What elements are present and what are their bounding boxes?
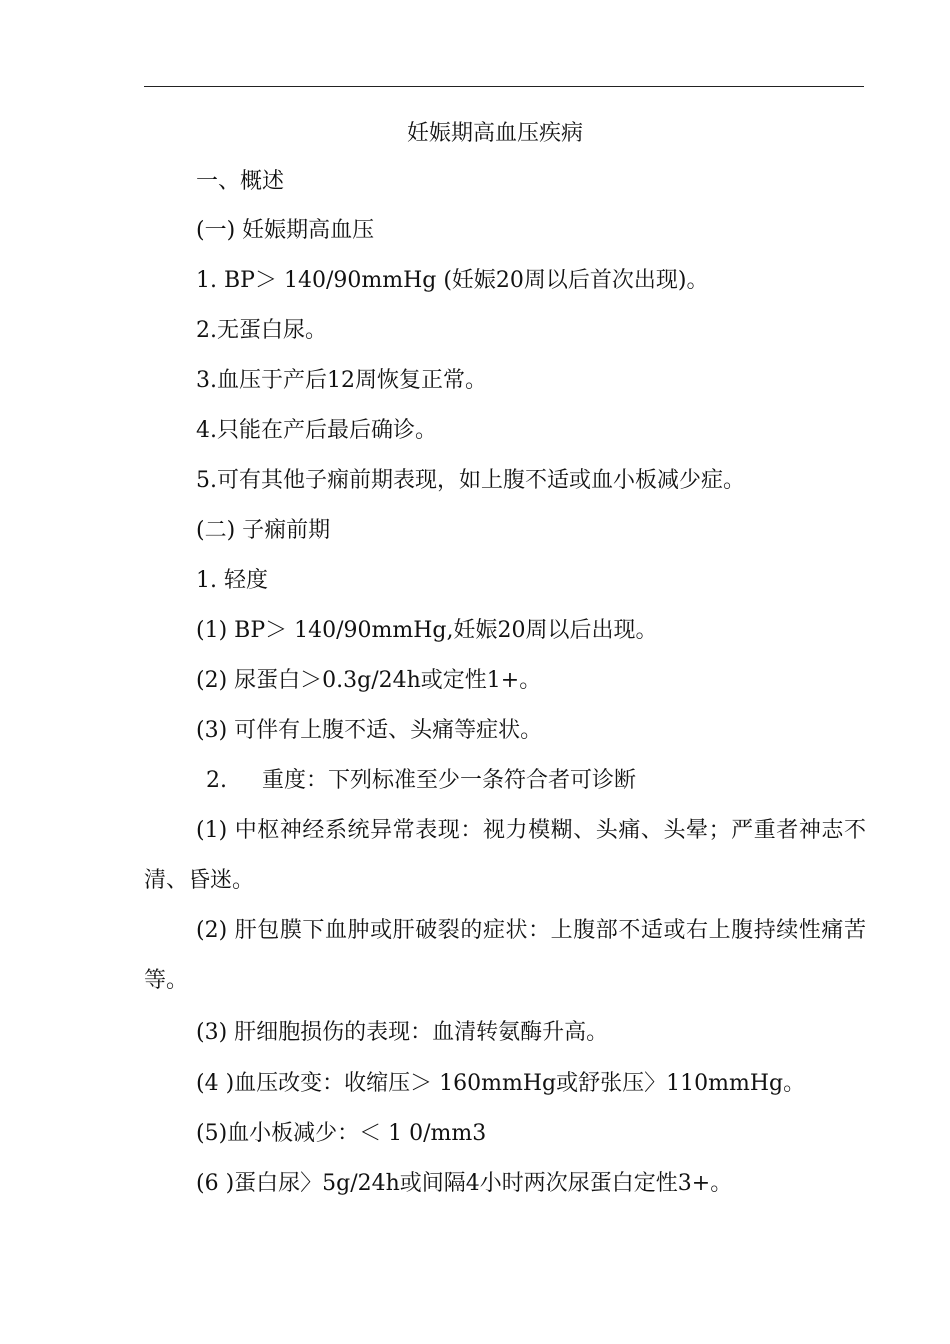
list-item: (3) 可伴有上腹不适、头痛等症状。: [196, 718, 543, 743]
list-item: 3.血压于产后12周恢复正常。: [196, 368, 487, 393]
list-item: (5)血小板减少：＜ 1 0/mm3: [196, 1121, 487, 1146]
header-rule: [144, 86, 864, 87]
subsection-heading-preeclampsia: (二) 子痫前期: [196, 518, 331, 543]
list-heading-mild: 1. 轻度: [196, 568, 268, 593]
list-item-wrapped: (2) 肝包膜下血肿或肝破裂的症状：上腹部不适或右上腹持续性痛苦等。: [144, 918, 866, 993]
list-item: (4 )血压改变：收缩压＞ 160mmHg或舒张压〉110mmHg。: [196, 1071, 806, 1096]
list-item: (1) BP＞ 140/90mmHg,妊娠20周以后出现。: [196, 618, 658, 643]
list-item-wrapped: (1) 中枢神经系统异常表现：视力模糊、头痛、头晕；严重者神志不清、昏迷。: [144, 818, 866, 893]
subsection-heading-gestational-hypertension: (一) 妊娠期高血压: [196, 218, 375, 243]
list-item: (2) 尿蛋白＞0.3g/24h或定性1+。: [196, 668, 542, 693]
list-item: 4.只能在产后最后确诊。: [196, 418, 437, 443]
section-heading-overview: 一、概述: [196, 169, 285, 194]
page-title: 妊娠期高血压疾病: [406, 121, 583, 146]
list-item: (3) 肝细胞损伤的表现：血清转氨酶升高。: [196, 1020, 609, 1045]
list-item: 5.可有其他子痫前期表现，如上腹不适或血小板减少症。: [196, 468, 745, 493]
list-item: 1. BP＞ 140/90mmHg (妊娠20周以后首次出现)。: [196, 268, 709, 293]
list-heading-severe: 2. 重度：下列标准至少一条符合者可诊断: [206, 768, 636, 793]
list-item: (6 )蛋白尿〉5g/24h或间隔4小时两次尿蛋白定性3+。: [196, 1171, 733, 1196]
list-item: 2.无蛋白尿。: [196, 318, 327, 343]
